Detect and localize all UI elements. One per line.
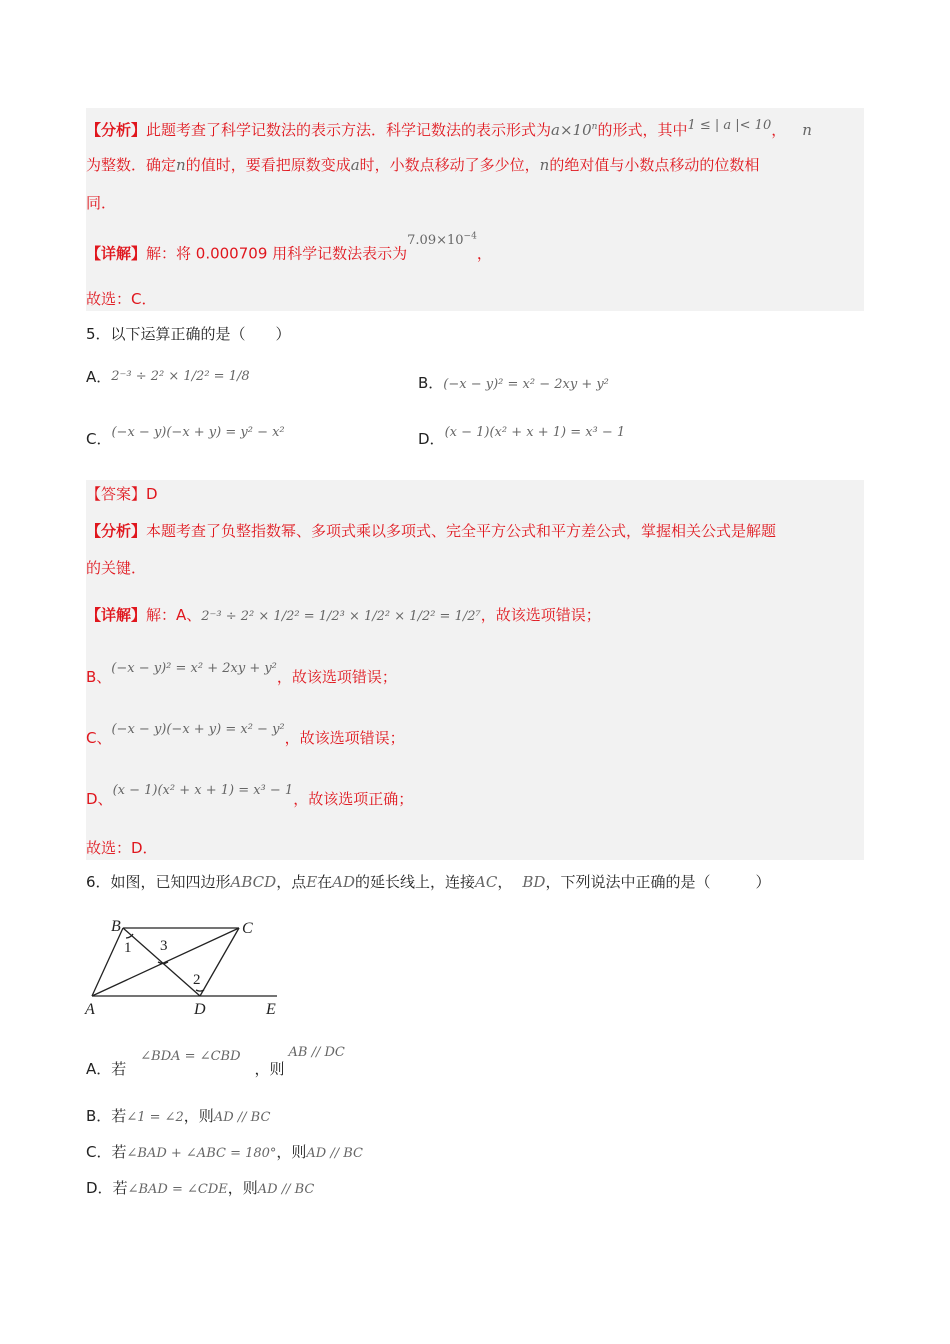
q5-choose: 故选：D． [86, 839, 158, 857]
angle-mark-2 [196, 990, 204, 991]
label-b: B [111, 918, 121, 935]
q5-option-c-expr: (−x − y)(−x + y) = y² − x² [111, 425, 285, 440]
label-d: D [194, 1001, 206, 1018]
label-angle-3: 3 [160, 938, 168, 954]
segment-ab [92, 928, 123, 996]
q5-analysis-line2: 的关键． [86, 559, 147, 577]
q5-detail-d: D、(x − 1)(x² + x + 1) = x³ − 1，故该选项正确； [86, 783, 414, 808]
q5-detail-b: B、(−x − y)² = x² + 2xy + y²，故该选项错误； [86, 661, 397, 686]
q6-stem: 6．如图，已知四边形ABCD，点E在AD的延长线上，连接AC， BD，下列说法中正确的是（ ） [86, 873, 771, 891]
q5-option-a-expr: 2⁻³ ÷ 2² × 1/2² = 1/8 [111, 369, 250, 384]
q5-option-a[interactable]: A．2⁻³ ÷ 2² × 1/2² = 1/8 [86, 368, 250, 386]
q5-stem: 5．以下运算正确的是（ ） [86, 325, 291, 343]
label-a: A [85, 1001, 95, 1018]
q4-analysis-line3: 同． [86, 194, 117, 212]
q5-analysis-line1: 【分析】本题考查了负整指数幂、多项式乘以多项式、完全平方公式和平方差公式，掌握相关公式是解题 [86, 522, 777, 540]
q5-detail-c: C、(−x − y)(−x + y) = x² − y²，故该选项错误； [86, 722, 405, 747]
q6-option-c[interactable]: C．若∠BAD + ∠ABC = 180°，则AD // BC [86, 1143, 363, 1161]
q6-figure [82, 910, 292, 1020]
label-e: E [266, 1001, 276, 1018]
q4-detail-line: 【详解】解：将 0.000709 用科学记数法表示为$7.09\times 10^{-4}$， [86, 232, 492, 263]
q6-option-b[interactable]: B．若∠1 = ∠2，则AD // BC [86, 1107, 271, 1125]
q5-option-c[interactable]: C．(−x − y)(−x + y) = y² − x² [86, 425, 285, 448]
q6-option-a[interactable]: A．若∠BDA = ∠CBD，则AB // DC [86, 1045, 345, 1078]
label-angle-1: 1 [124, 940, 132, 956]
q5-option-d-expr: (x − 1)(x² + x + 1) = x³ − 1 [444, 425, 626, 440]
label-angle-2: 2 [193, 972, 201, 988]
segment-dc [200, 928, 239, 996]
q6-option-d[interactable]: D．若∠BAD = ∠CDE，则AD // BC [86, 1179, 315, 1197]
q4-detail-tag: 【详解】 [86, 244, 147, 263]
q4-analysis-line2: 为整数．确定n的值时，要看把原数变成a时，小数点移动了多少位，n的绝对值与小数点移动的位数相 [86, 156, 760, 174]
label-c: C [242, 920, 253, 937]
q4-analysis-line1: 【分析】此题考查了科学记数法的表示方法．科学记数法的表示形式为$a\times 10^n$的形式，其中1 ≤ | a |< 10， n [86, 118, 812, 139]
q5-answer: 【答案】D [86, 485, 158, 503]
q4-analysis-tag: 【分析】 [86, 121, 147, 139]
q5-detail-a: 【详解】解：A、2⁻³ ÷ 2² × 1/2² = 1/2³ × 1/2² × 1/2² = 1/2⁷，故该选项错误； [86, 606, 601, 624]
q5-option-b-expr: (−x − y)² = x² − 2xy + y² [443, 377, 609, 392]
q5-option-d[interactable]: D．(x − 1)(x² + x + 1) = x³ − 1 [418, 425, 626, 448]
q4-choose: 故选：C． [86, 290, 157, 308]
q5-option-b[interactable]: B．(−x − y)² = x² − 2xy + y² [418, 374, 609, 392]
